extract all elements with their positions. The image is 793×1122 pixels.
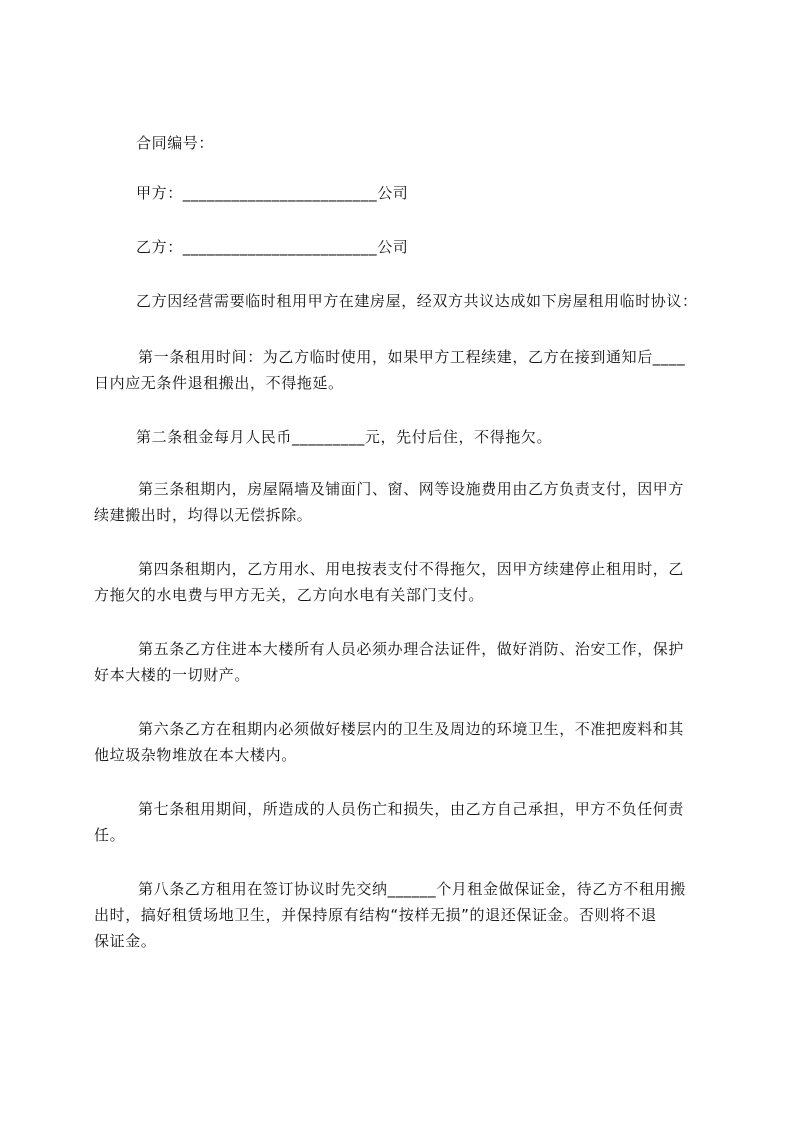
article-6-line-2: 他垃圾杂物堆放在本大楼内。: [94, 746, 297, 764]
article-2-line-1: 第二条租金每月人民币_________元，先付后住，不得拖欠。: [136, 428, 553, 446]
article-5-line-1: 第五条乙方住进本大楼所有人员必须办理合法证件，做好消防、治安工作，保护: [138, 640, 685, 658]
article-4-line-2: 方拖欠的水电费与甲方无关，乙方向水电有关部门支付。: [94, 586, 485, 604]
article-7-line-1: 第七条租用期间，所造成的人员伤亡和损失，由乙方自己承担，甲方不负任何责: [138, 800, 685, 818]
party-a-line: 甲方：________________________公司: [136, 184, 409, 202]
article-1-line-2: 日内应无条件退租搬出，不得拖延。: [94, 374, 344, 392]
article-8-line-1: 第八条乙方租用在签订协议时先交纳______个月租金做保证金，待乙方不租用搬: [138, 880, 686, 898]
article-6-line-1: 第六条乙方在租期内必须做好楼层内的卫生及周边的环境卫生，不准把废料和其: [138, 720, 685, 738]
article-3-line-2: 续建搬出时，均得以无偿拆除。: [94, 506, 313, 524]
article-4-line-1: 第四条租期内，乙方用水、用电按表支付不得拖欠，因甲方续建停止租用时，乙: [138, 560, 685, 578]
article-8-line-3: 保证金。: [94, 932, 157, 950]
contract-number-label: 合同编号：: [136, 134, 215, 152]
party-b-line: 乙方：________________________公司: [136, 238, 409, 256]
intro-paragraph: 乙方因经营需要临时租用甲方在建房屋，经双方共议达成如下房屋租用临时协议：: [136, 292, 698, 310]
article-5-line-2: 好本大楼的一切财产。: [94, 666, 251, 684]
article-3-line-1: 第三条租期内，房屋隔墙及铺面门、窗、网等设施费用由乙方负责支付，因甲方: [138, 480, 685, 498]
article-7-line-2: 任。: [94, 826, 126, 844]
article-8-line-2: 出时，搞好租赁场地卫生，并保持原有结构“按样无损”的退还保证金。否则将不退: [94, 906, 657, 924]
article-1-line-1: 第一条租用时间：为乙方临时使用，如果甲方工程续建，乙方在接到通知后____: [138, 348, 686, 366]
